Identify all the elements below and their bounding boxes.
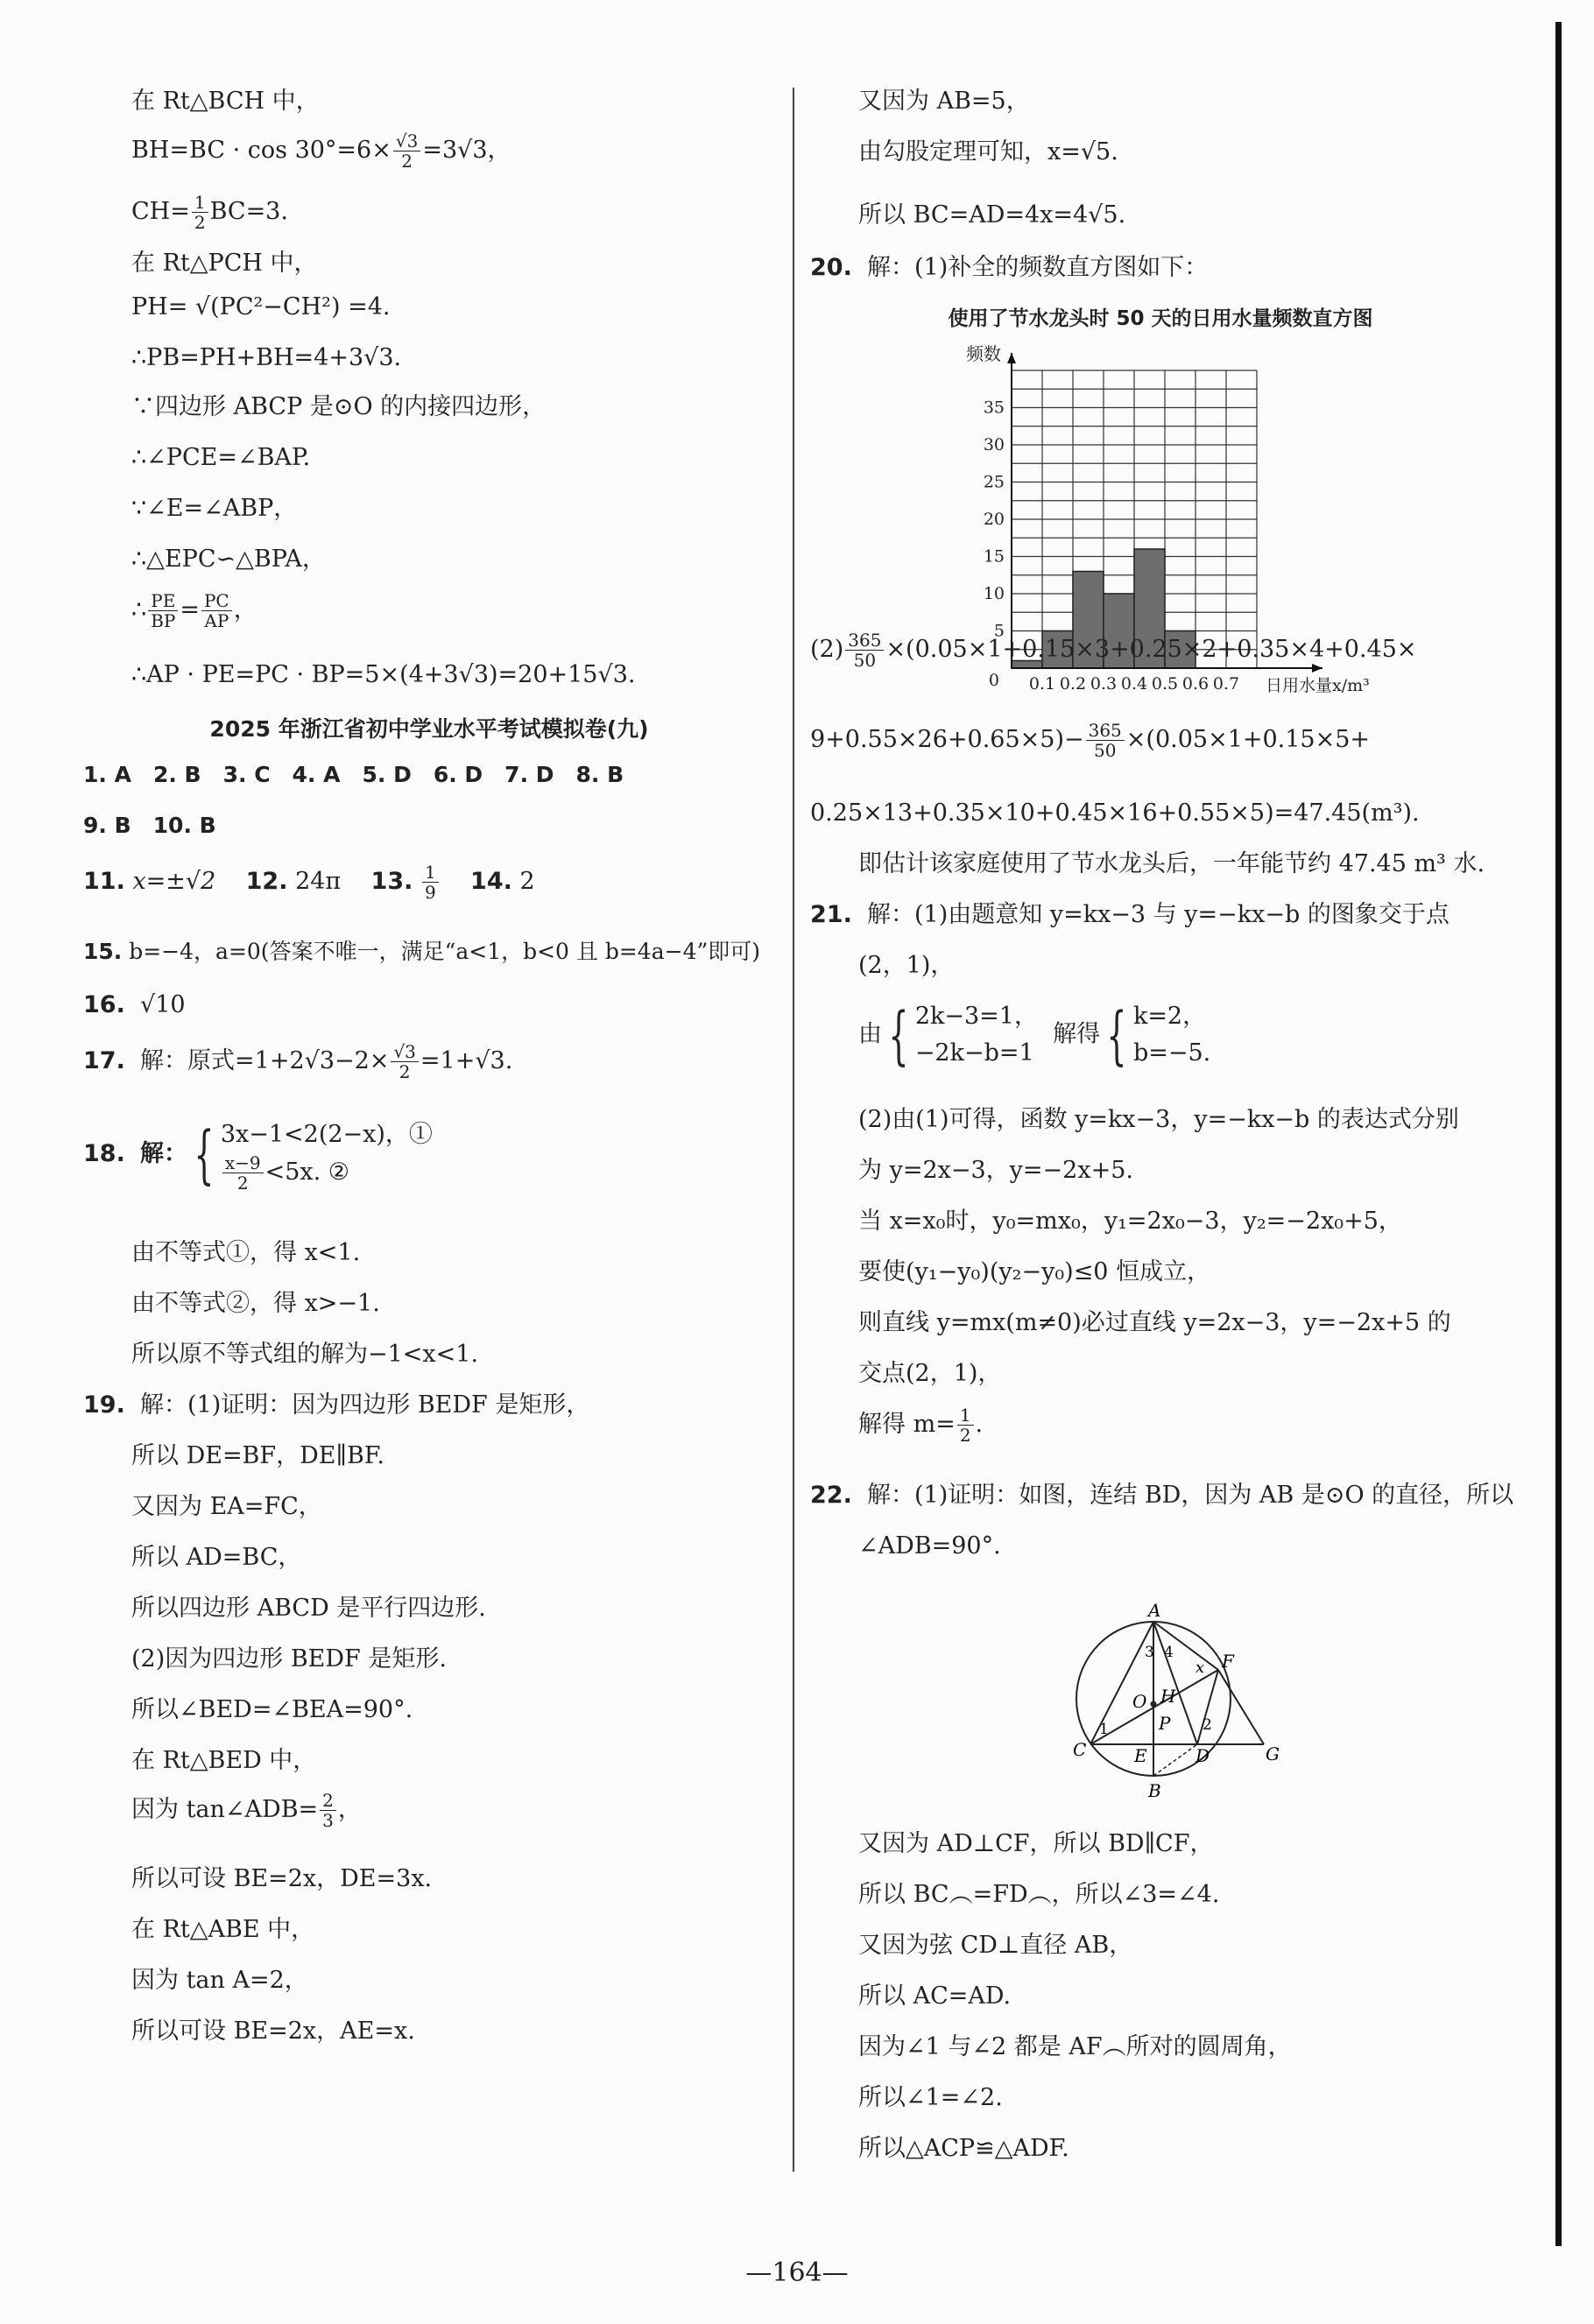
label-f: F — [1222, 1651, 1234, 1672]
text-line: 9+0.55×26+0.65×5)− $\frac{365}{50}$ ×(0.05×1+0.15×5+ — [810, 720, 1371, 761]
label-angle-2: 2 — [1203, 1716, 1212, 1734]
label-g: G — [1266, 1743, 1280, 1764]
text-line: 解得 m= $\frac{1}{2}$ . — [858, 1405, 984, 1446]
segment-fg — [1218, 1670, 1264, 1744]
text-line: 又因为 AB=5， — [858, 88, 1030, 115]
label-p: P — [1159, 1713, 1171, 1734]
x-axis-label: 日用水量x/m³ — [1266, 676, 1370, 695]
x-tick-label: 0.3 — [1090, 674, 1118, 694]
x-tick-label: 0.6 — [1181, 674, 1210, 694]
x-tick-label: 0.5 — [1151, 674, 1179, 694]
text-line: ∴ $\frac{PE}{BP}$ = $\frac{PC}{AP}$ ， — [131, 590, 257, 631]
text-line: 在 Rt△ABE 中， — [131, 1916, 315, 1943]
y-tick-label: 35 — [983, 398, 1005, 418]
section-title: 2025 年浙江省初中学业水平考试模拟卷(九) — [209, 716, 649, 742]
text-line: 又因为 AD⊥CF，所以 BD∥CF， — [858, 1830, 1214, 1857]
label-a: A — [1148, 1600, 1161, 1621]
text-line: 所以可设 BE=2x，AE=x. — [131, 2018, 415, 2045]
text-line: 在 Rt△PCH 中， — [131, 250, 318, 277]
label-b: B — [1148, 1780, 1161, 1801]
text-line: ∵∠E=∠ABP， — [131, 495, 298, 522]
label-angle-1: 1 — [1099, 1721, 1109, 1738]
text-line: 则直线 y=mx(m≠0)必过直线 y=2x−3，y=−2x+5 的 — [858, 1309, 1451, 1336]
text-line: BH=BC · cos 30°=6× $\frac{√3}{2}$ =3√3， — [131, 130, 511, 172]
text-line: 当 x=x₀时，y₀=mx₀，y₁=2x₀−3，y₂=−2x₀+5， — [858, 1208, 1402, 1235]
mc-answers-row-1: 1. A 2. B 3. C 4. A 5. D 6. D 7. D 8. B — [83, 762, 624, 787]
text-line: CH= $\frac{1}{2}$ BC=3. — [131, 192, 288, 233]
text-line: 又因为 EA=FC， — [131, 1493, 322, 1520]
page-number: —164— — [745, 2257, 849, 2288]
label-c: C — [1073, 1739, 1087, 1760]
text-line: 由不等式①，得 x<1. — [131, 1239, 361, 1266]
y-tick-label: 30 — [983, 435, 1005, 454]
label-d: D — [1196, 1745, 1210, 1766]
text-line: ∠ADB=90°. — [858, 1532, 1001, 1560]
answer-20: 20. 解：(1)补全的频数直方图如下： — [810, 254, 1209, 281]
text-line: ∴PB=PH+BH=4+3√3. — [131, 344, 402, 371]
text-line: 所以 BC︵=FD︵，所以∠3=∠4. — [858, 1881, 1220, 1908]
text-line: 所以 AD=BC， — [131, 1544, 302, 1571]
text-line: 又因为弦 CD⊥直径 AB， — [858, 1932, 1133, 1959]
point-h — [1151, 1701, 1157, 1708]
y-tick-label: 5 — [993, 621, 1005, 641]
label-angle-4: 4 — [1164, 1644, 1174, 1661]
y-tick-label: 15 — [983, 546, 1005, 567]
text-line: 所以可设 BE=2x，DE=3x. — [131, 1865, 433, 1892]
label-o: O — [1132, 1691, 1147, 1712]
x-tick-label: 0.4 — [1120, 674, 1148, 694]
text-line: 0.25×13+0.35×10+0.45×16+0.55×5)=47.45(m³). — [810, 799, 1420, 827]
text-line: PH= √(PC²−CH²) =4. — [131, 293, 391, 320]
answer-19: 19. 解：(1)证明：因为四边形 BEDF 是矩形， — [83, 1391, 590, 1419]
text-line: ∵四边形 ABCP 是⊙O 的内接四边形， — [131, 393, 547, 420]
text-line: (2)由(1)可得，函数 y=kx−3，y=−kx−b 的表达式分别 — [858, 1106, 1459, 1133]
answer-21: 21. 解：(1)由题意知 y=kx−3 与 y=−kx−b 的图象交于点 — [810, 901, 1449, 928]
chart-title: 使用了节水龙头时 50 天的日用水量频数直方图 — [948, 307, 1373, 330]
text-line: ∴∠PCE=∠BAP. — [131, 444, 311, 471]
label-e: E — [1134, 1745, 1147, 1766]
text-line: 因为 tan∠ADB= $\frac{2}{3}$ ， — [131, 1790, 362, 1831]
text-line: 在 Rt△BCH 中， — [131, 88, 320, 115]
text-line: 所以∠1=∠2. — [858, 2084, 1003, 2111]
answer-15: 15. b=−4，a=0(答案不唯一，满足“a<1，b<0 且 b=4a−4”即可) — [83, 939, 761, 964]
y-tick-label: 25 — [983, 472, 1005, 492]
text-line: (2，1)， — [858, 952, 955, 979]
text-line: 由不等式②，得 x>−1. — [131, 1290, 380, 1317]
text-line: 即估计该家庭使用了节水龙头后，一年能节约 47.45 m³ 水. — [858, 850, 1485, 877]
fill-answers-row: 11. x=±√2 12. 24π 13. $\frac{1}{9}$ 14. 2 — [83, 862, 535, 903]
text-line: 因为 tan A=2， — [131, 1967, 308, 1994]
text-line: (2)因为四边形 BEDF 是矩形. — [131, 1645, 447, 1673]
page-edge-bar — [1555, 22, 1562, 2246]
text-line: 在 Rt△BED 中， — [131, 1747, 317, 1774]
label-x: x — [1196, 1658, 1205, 1677]
text-line: (2) $\frac{365}{50}$ ×(0.05×1+0.15×3+0.25×2+0.35×4+0.45× — [810, 630, 1417, 671]
text-line: ∴△EPC∽△BPA， — [131, 546, 326, 573]
text-line: 所以∠BED=∠BEA=90°. — [131, 1696, 413, 1723]
text-line: 要使(y₁−y₀)(y₂−y₀)≤0 恒成立， — [858, 1258, 1211, 1285]
text-line: 因为∠1 与∠2 都是 AF︵所对的圆周角， — [858, 2033, 1292, 2060]
left-brace: { — [194, 1117, 215, 1192]
label-angle-3: 3 — [1145, 1644, 1154, 1661]
origin-label: 0 — [988, 671, 999, 690]
y-axis-label: 频数 — [966, 343, 1001, 364]
text-line: 由勾股定理可知，x=√5. — [858, 138, 1118, 165]
answer-18-system: 18. 解： { 3x−1<2(2−x)，① $\frac{x-9}{2}$ <5x. ② — [83, 1117, 433, 1194]
segment-bd-dashed — [1153, 1744, 1197, 1776]
text-line: 所以△ACP≌△ADF. — [858, 2135, 1069, 2162]
text-line: ∴AP · PE=PC · BP=5×(4+3√3)=20+15√3. — [131, 661, 636, 688]
y-tick-label: 20 — [983, 510, 1005, 529]
x-tick-label: 0.2 — [1059, 674, 1087, 694]
system-line: 由 { 2k−3=1， −2k−b=1 解得 { k=2， b=−5. — [858, 997, 1211, 1072]
answer-17: 17. 解：原式=1+2√3−2× $\frac{√3}{2}$ =1+√3. — [83, 1041, 513, 1082]
x-tick-label: 0.7 — [1212, 674, 1240, 694]
answer-22: 22. 解：(1)证明：如图，连结 BD，因为 AB 是⊙O 的直径，所以 — [810, 1482, 1514, 1509]
label-h: H — [1160, 1686, 1176, 1707]
column-divider — [793, 88, 794, 2172]
mc-answers-row-2: 9. B 10. B — [83, 813, 216, 838]
text-line: 所以四边形 ABCD 是平行四边形. — [131, 1595, 486, 1622]
geometry-figure — [1055, 1602, 1283, 1804]
answer-16: 16. √10 — [83, 991, 186, 1018]
text-line: 所以 DE=BF，DE∥BF. — [131, 1442, 384, 1469]
y-axis-arrow — [1007, 353, 1016, 363]
text-line: 为 y=2x−3，y=−2x+5. — [858, 1157, 1133, 1184]
text-line: 交点(2，1)， — [858, 1360, 1002, 1387]
text-line: 所以 AC=AD. — [858, 1982, 1012, 2010]
y-tick-label: 10 — [983, 584, 1005, 603]
text-line: 所以原不等式组的解为−1<x<1. — [131, 1341, 479, 1368]
x-tick-label: 0.1 — [1028, 674, 1056, 694]
text-line: 所以 BC=AD=4x=4√5. — [858, 201, 1126, 229]
